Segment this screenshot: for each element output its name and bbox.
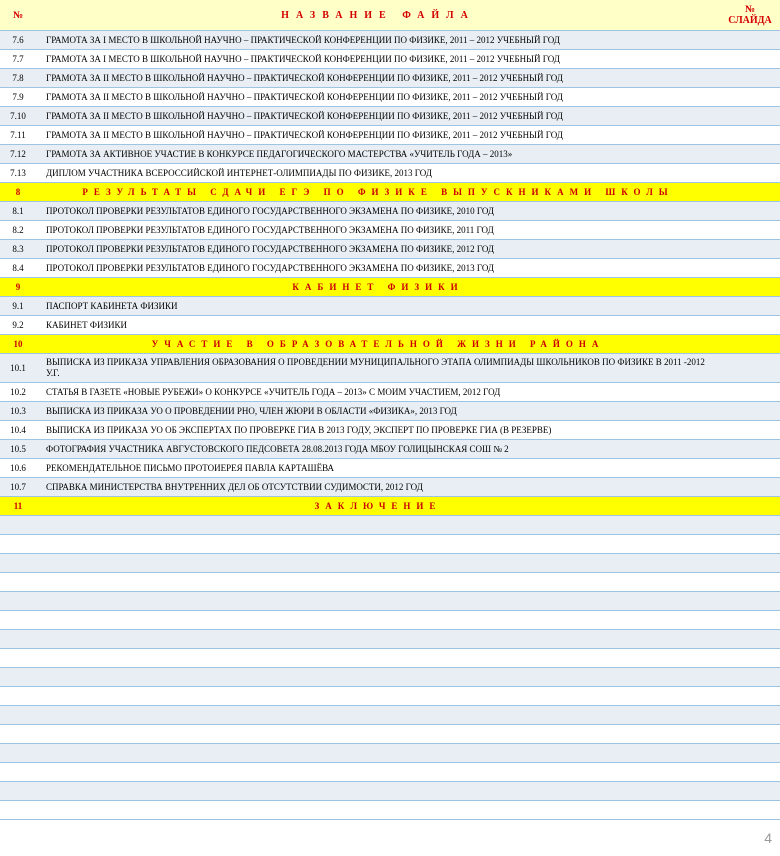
slide-number-cell	[720, 240, 780, 259]
slide-number-cell	[720, 50, 780, 69]
file-name: ГРАМОТА ЗА II МЕСТО В ШКОЛЬНОЙ НАУЧНО – ПРАКТИЧЕСКОЙ КОНФЕРЕНЦИИ ПО ФИЗИКЕ, 2011 – 2012 УЧЕБНЫЙ ГОД	[36, 88, 720, 107]
empty-cell	[0, 592, 36, 611]
empty-cell	[36, 782, 720, 801]
empty-cell	[36, 744, 720, 763]
empty-cell	[0, 706, 36, 725]
empty-cell	[720, 535, 780, 554]
slide-number-cell	[720, 164, 780, 183]
slide-number-cell	[720, 202, 780, 221]
empty-cell	[720, 744, 780, 763]
empty-cell	[720, 706, 780, 725]
empty-row	[0, 782, 780, 801]
empty-cell	[0, 554, 36, 573]
slide-number-cell	[720, 183, 780, 202]
empty-row	[0, 535, 780, 554]
slide-number-cell	[720, 88, 780, 107]
section-row	[0, 278, 780, 297]
table-row	[0, 126, 780, 145]
section-number: 8	[0, 183, 36, 202]
empty-cell	[720, 554, 780, 573]
slide-number-cell	[720, 459, 780, 478]
empty-cell	[0, 649, 36, 668]
table-row	[0, 69, 780, 88]
row-number: 7.7	[0, 50, 36, 69]
file-name: ГРАМОТА ЗА I МЕСТО В ШКОЛЬНОЙ НАУЧНО – ПРАКТИЧЕСКОЙ КОНФЕРЕНЦИИ ПО ФИЗИКЕ, 2011 – 2012 УЧЕБНЫЙ ГОД	[36, 50, 720, 69]
empty-row	[0, 630, 780, 649]
empty-cell	[720, 611, 780, 630]
file-name: ФОТОГРАФИЯ УЧАСТНИКА АВГУСТОВСКОГО ПЕДСОВЕТА 28.08.2013 ГОДА МБОУ ГОЛИЦЫНСКАЯ СОШ № 2	[36, 440, 720, 459]
empty-cell	[0, 611, 36, 630]
slide-number-cell	[720, 31, 780, 50]
table-row	[0, 221, 780, 240]
empty-cell	[0, 763, 36, 782]
empty-cell	[36, 668, 720, 687]
slide-number-cell	[720, 383, 780, 402]
empty-cell	[720, 782, 780, 801]
empty-cell	[36, 725, 720, 744]
empty-row	[0, 763, 780, 782]
section-number: 11	[0, 497, 36, 516]
empty-cell	[36, 649, 720, 668]
row-number: 10.1	[0, 354, 36, 383]
empty-cell	[720, 668, 780, 687]
empty-cell	[36, 611, 720, 630]
file-name: ВЫПИСКА ИЗ ПРИКАЗА УО О ПРОВЕДЕНИИ РНО, ЧЛЕН ЖЮРИ В ОБЛАСТИ «ФИЗИКА», 2013 ГОД	[36, 402, 720, 421]
header-slide	[720, 0, 780, 31]
file-name: ВЫПИСКА ИЗ ПРИКАЗА УО ОБ ЭКСПЕРТАХ ПО ПРОВЕРКЕ ГИА В 2013 ГОДУ, ЭКСПЕРТ ПО ПРОВЕРКЕ ГИА (В РЕЗЕРВЕ)	[36, 421, 720, 440]
file-name: ВЫПИСКА ИЗ ПРИКАЗА УПРАВЛЕНИЯ ОБРАЗОВАНИЯ О ПРОВЕДЕНИИ МУНИЦИПАЛЬНОГО ЭТАПА ОЛИМПИАДЫ ШКОЛЬНИКОВ ПО ФИЗИКЕ В 2011 -2012 У.Г.	[36, 354, 720, 383]
file-name: СТАТЬЯ В ГАЗЕТЕ «НОВЫЕ РУБЕЖИ» О КОНКУРСЕ «УЧИТЕЛЬ ГОДА – 2013» С МОИМ УЧАСТИЕМ, 2012 ГОД	[36, 383, 720, 402]
table-header-row	[0, 0, 780, 31]
table-row	[0, 202, 780, 221]
table-row	[0, 259, 780, 278]
table-row	[0, 478, 780, 497]
table-row	[0, 107, 780, 126]
row-number: 7.10	[0, 107, 36, 126]
empty-row	[0, 687, 780, 706]
row-number: 7.8	[0, 69, 36, 88]
row-number: 10.7	[0, 478, 36, 497]
empty-row	[0, 668, 780, 687]
file-name: ГРАМОТА ЗА II МЕСТО В ШКОЛЬНОЙ НАУЧНО – ПРАКТИЧЕСКОЙ КОНФЕРЕНЦИИ ПО ФИЗИКЕ, 2011 – 2012 УЧЕБНЫЙ ГОД	[36, 69, 720, 88]
empty-row	[0, 516, 780, 535]
empty-cell	[0, 782, 36, 801]
empty-cell	[720, 725, 780, 744]
table-row	[0, 240, 780, 259]
file-name: ПРОТОКОЛ ПРОВЕРКИ РЕЗУЛЬТАТОВ ЕДИНОГО ГОСУДАРСТВЕННОГО ЭКЗАМЕНА ПО ФИЗИКЕ, 2012 ГОД	[36, 240, 720, 259]
file-name: ГРАМОТА ЗА I МЕСТО В ШКОЛЬНОЙ НАУЧНО – ПРАКТИЧЕСКОЙ КОНФЕРЕНЦИИ ПО ФИЗИКЕ, 2011 – 2012 УЧЕБНЫЙ ГОД	[36, 31, 720, 50]
table-row	[0, 440, 780, 459]
header-slide-line2: СЛАЙДА	[728, 15, 772, 26]
slide-number-cell	[720, 440, 780, 459]
empty-row	[0, 725, 780, 744]
empty-cell	[0, 630, 36, 649]
slide-number-cell	[720, 316, 780, 335]
empty-cell	[720, 801, 780, 820]
empty-cell	[720, 649, 780, 668]
table-row	[0, 421, 780, 440]
slide-number-cell	[720, 421, 780, 440]
section-row	[0, 335, 780, 354]
row-number: 7.9	[0, 88, 36, 107]
file-name: ПРОТОКОЛ ПРОВЕРКИ РЕЗУЛЬТАТОВ ЕДИНОГО ГОСУДАРСТВЕННОГО ЭКЗАМЕНА ПО ФИЗИКЕ, 2010 ГОД	[36, 202, 720, 221]
empty-cell	[0, 516, 36, 535]
empty-cell	[720, 630, 780, 649]
row-number: 7.13	[0, 164, 36, 183]
section-number: 9	[0, 278, 36, 297]
row-number: 9.2	[0, 316, 36, 335]
empty-cell	[36, 687, 720, 706]
slide-number-cell	[720, 126, 780, 145]
empty-row	[0, 801, 780, 820]
row-number: 10.2	[0, 383, 36, 402]
empty-cell	[0, 687, 36, 706]
empty-cell	[0, 744, 36, 763]
empty-cell	[36, 592, 720, 611]
file-name: КАБИНЕТ ФИЗИКИ	[36, 316, 720, 335]
slide-number-cell	[720, 335, 780, 354]
empty-cell	[36, 763, 720, 782]
empty-row	[0, 573, 780, 592]
table-row	[0, 145, 780, 164]
empty-row	[0, 554, 780, 573]
table-row	[0, 383, 780, 402]
row-number: 10.4	[0, 421, 36, 440]
file-name: ПРОТОКОЛ ПРОВЕРКИ РЕЗУЛЬТАТОВ ЕДИНОГО ГОСУДАРСТВЕННОГО ЭКЗАМЕНА ПО ФИЗИКЕ, 2011 ГОД	[36, 221, 720, 240]
file-name: ГРАМОТА ЗА II МЕСТО В ШКОЛЬНОЙ НАУЧНО – ПРАКТИЧЕСКОЙ КОНФЕРЕНЦИИ ПО ФИЗИКЕ, 2011 – 2012 УЧЕБНЫЙ ГОД	[36, 126, 720, 145]
empty-cell	[720, 592, 780, 611]
slide-number-cell	[720, 278, 780, 297]
empty-cell	[36, 554, 720, 573]
table-row	[0, 316, 780, 335]
slide-number-cell	[720, 145, 780, 164]
empty-cell	[720, 516, 780, 535]
row-number: 8.4	[0, 259, 36, 278]
slide-number-cell	[720, 497, 780, 516]
row-number: 10.3	[0, 402, 36, 421]
slide-number-cell	[720, 478, 780, 497]
empty-cell	[720, 573, 780, 592]
row-number: 8.3	[0, 240, 36, 259]
file-name: РЕКОМЕНДАТЕЛЬНОЕ ПИСЬМО ПРОТОИЕРЕЯ ПАВЛА КАРТАШЁВА	[36, 459, 720, 478]
table-row	[0, 402, 780, 421]
file-name: ГРАМОТА ЗА АКТИВНОЕ УЧАСТИЕ В КОНКУРСЕ ПЕДАГОГИЧЕСКОГО МАСТЕРСТВА «УЧИТЕЛЬ ГОДА – 2013»	[36, 145, 720, 164]
table-row	[0, 354, 780, 383]
slide-number-cell	[720, 221, 780, 240]
empty-row	[0, 611, 780, 630]
section-title: КАБИНЕТ ФИЗИКИ	[36, 278, 720, 297]
section-title: РЕЗУЛЬТАТЫ СДАЧИ ЕГЭ ПО ФИЗИКЕ ВЫПУСКНИКАМИ ШКОЛЫ	[36, 183, 720, 202]
empty-cell	[0, 535, 36, 554]
empty-cell	[36, 516, 720, 535]
row-number: 10.6	[0, 459, 36, 478]
row-number: 9.1	[0, 297, 36, 316]
section-row	[0, 497, 780, 516]
table-row	[0, 50, 780, 69]
empty-cell	[0, 725, 36, 744]
empty-cell	[36, 630, 720, 649]
empty-cell	[720, 763, 780, 782]
table-row	[0, 297, 780, 316]
file-name: ПРОТОКОЛ ПРОВЕРКИ РЕЗУЛЬТАТОВ ЕДИНОГО ГОСУДАРСТВЕННОГО ЭКЗАМЕНА ПО ФИЗИКЕ, 2013 ГОД	[36, 259, 720, 278]
slide-number-cell	[720, 107, 780, 126]
section-title: УЧАСТИЕ В ОБРАЗОВАТЕЛЬНОЙ ЖИЗНИ РАЙОНА	[36, 335, 720, 354]
header-title: НАЗВАНИЕ ФАЙЛА	[36, 0, 720, 31]
table-row	[0, 459, 780, 478]
file-name: ПАСПОРТ КАБИНЕТА ФИЗИКИ	[36, 297, 720, 316]
empty-row	[0, 592, 780, 611]
empty-cell	[0, 668, 36, 687]
file-name: СПРАВКА МИНИСТЕРСТВА ВНУТРЕННИХ ДЕЛ ОБ ОТСУТСТВИИ СУДИМОСТИ, 2012 ГОД	[36, 478, 720, 497]
file-name: ГРАМОТА ЗА II МЕСТО В ШКОЛЬНОЙ НАУЧНО – ПРАКТИЧЕСКОЙ КОНФЕРЕНЦИИ ПО ФИЗИКЕ, 2011 – 2012 УЧЕБНЫЙ ГОД	[36, 107, 720, 126]
empty-cell	[36, 801, 720, 820]
row-number: 10.5	[0, 440, 36, 459]
empty-cell	[0, 573, 36, 592]
empty-cell	[720, 687, 780, 706]
empty-row	[0, 744, 780, 763]
table-row	[0, 88, 780, 107]
empty-cell	[36, 535, 720, 554]
row-number: 7.6	[0, 31, 36, 50]
slide-number-cell	[720, 402, 780, 421]
section-title: ЗАКЛЮЧЕНИЕ	[36, 497, 720, 516]
table-row	[0, 164, 780, 183]
row-number: 7.11	[0, 126, 36, 145]
header-slide-line1: №	[744, 4, 756, 15]
slide-number-cell	[720, 354, 780, 383]
slide-number-cell	[720, 297, 780, 316]
page-number: 4	[764, 830, 772, 846]
table-row	[0, 31, 780, 50]
empty-cell	[36, 573, 720, 592]
empty-row	[0, 706, 780, 725]
slide-number-cell	[720, 259, 780, 278]
empty-cell	[0, 801, 36, 820]
empty-cell	[36, 706, 720, 725]
empty-row	[0, 649, 780, 668]
section-number: 10	[0, 335, 36, 354]
row-number: 8.1	[0, 202, 36, 221]
header-num: №	[0, 0, 36, 31]
section-row	[0, 183, 780, 202]
file-name: ДИПЛОМ УЧАСТНИКА ВСЕРОССИЙСКОЙ ИНТЕРНЕТ-ОЛИМПИАДЫ ПО ФИЗИКЕ, 2013 ГОД	[36, 164, 720, 183]
row-number: 7.12	[0, 145, 36, 164]
slide-number-cell	[720, 69, 780, 88]
row-number: 8.2	[0, 221, 36, 240]
